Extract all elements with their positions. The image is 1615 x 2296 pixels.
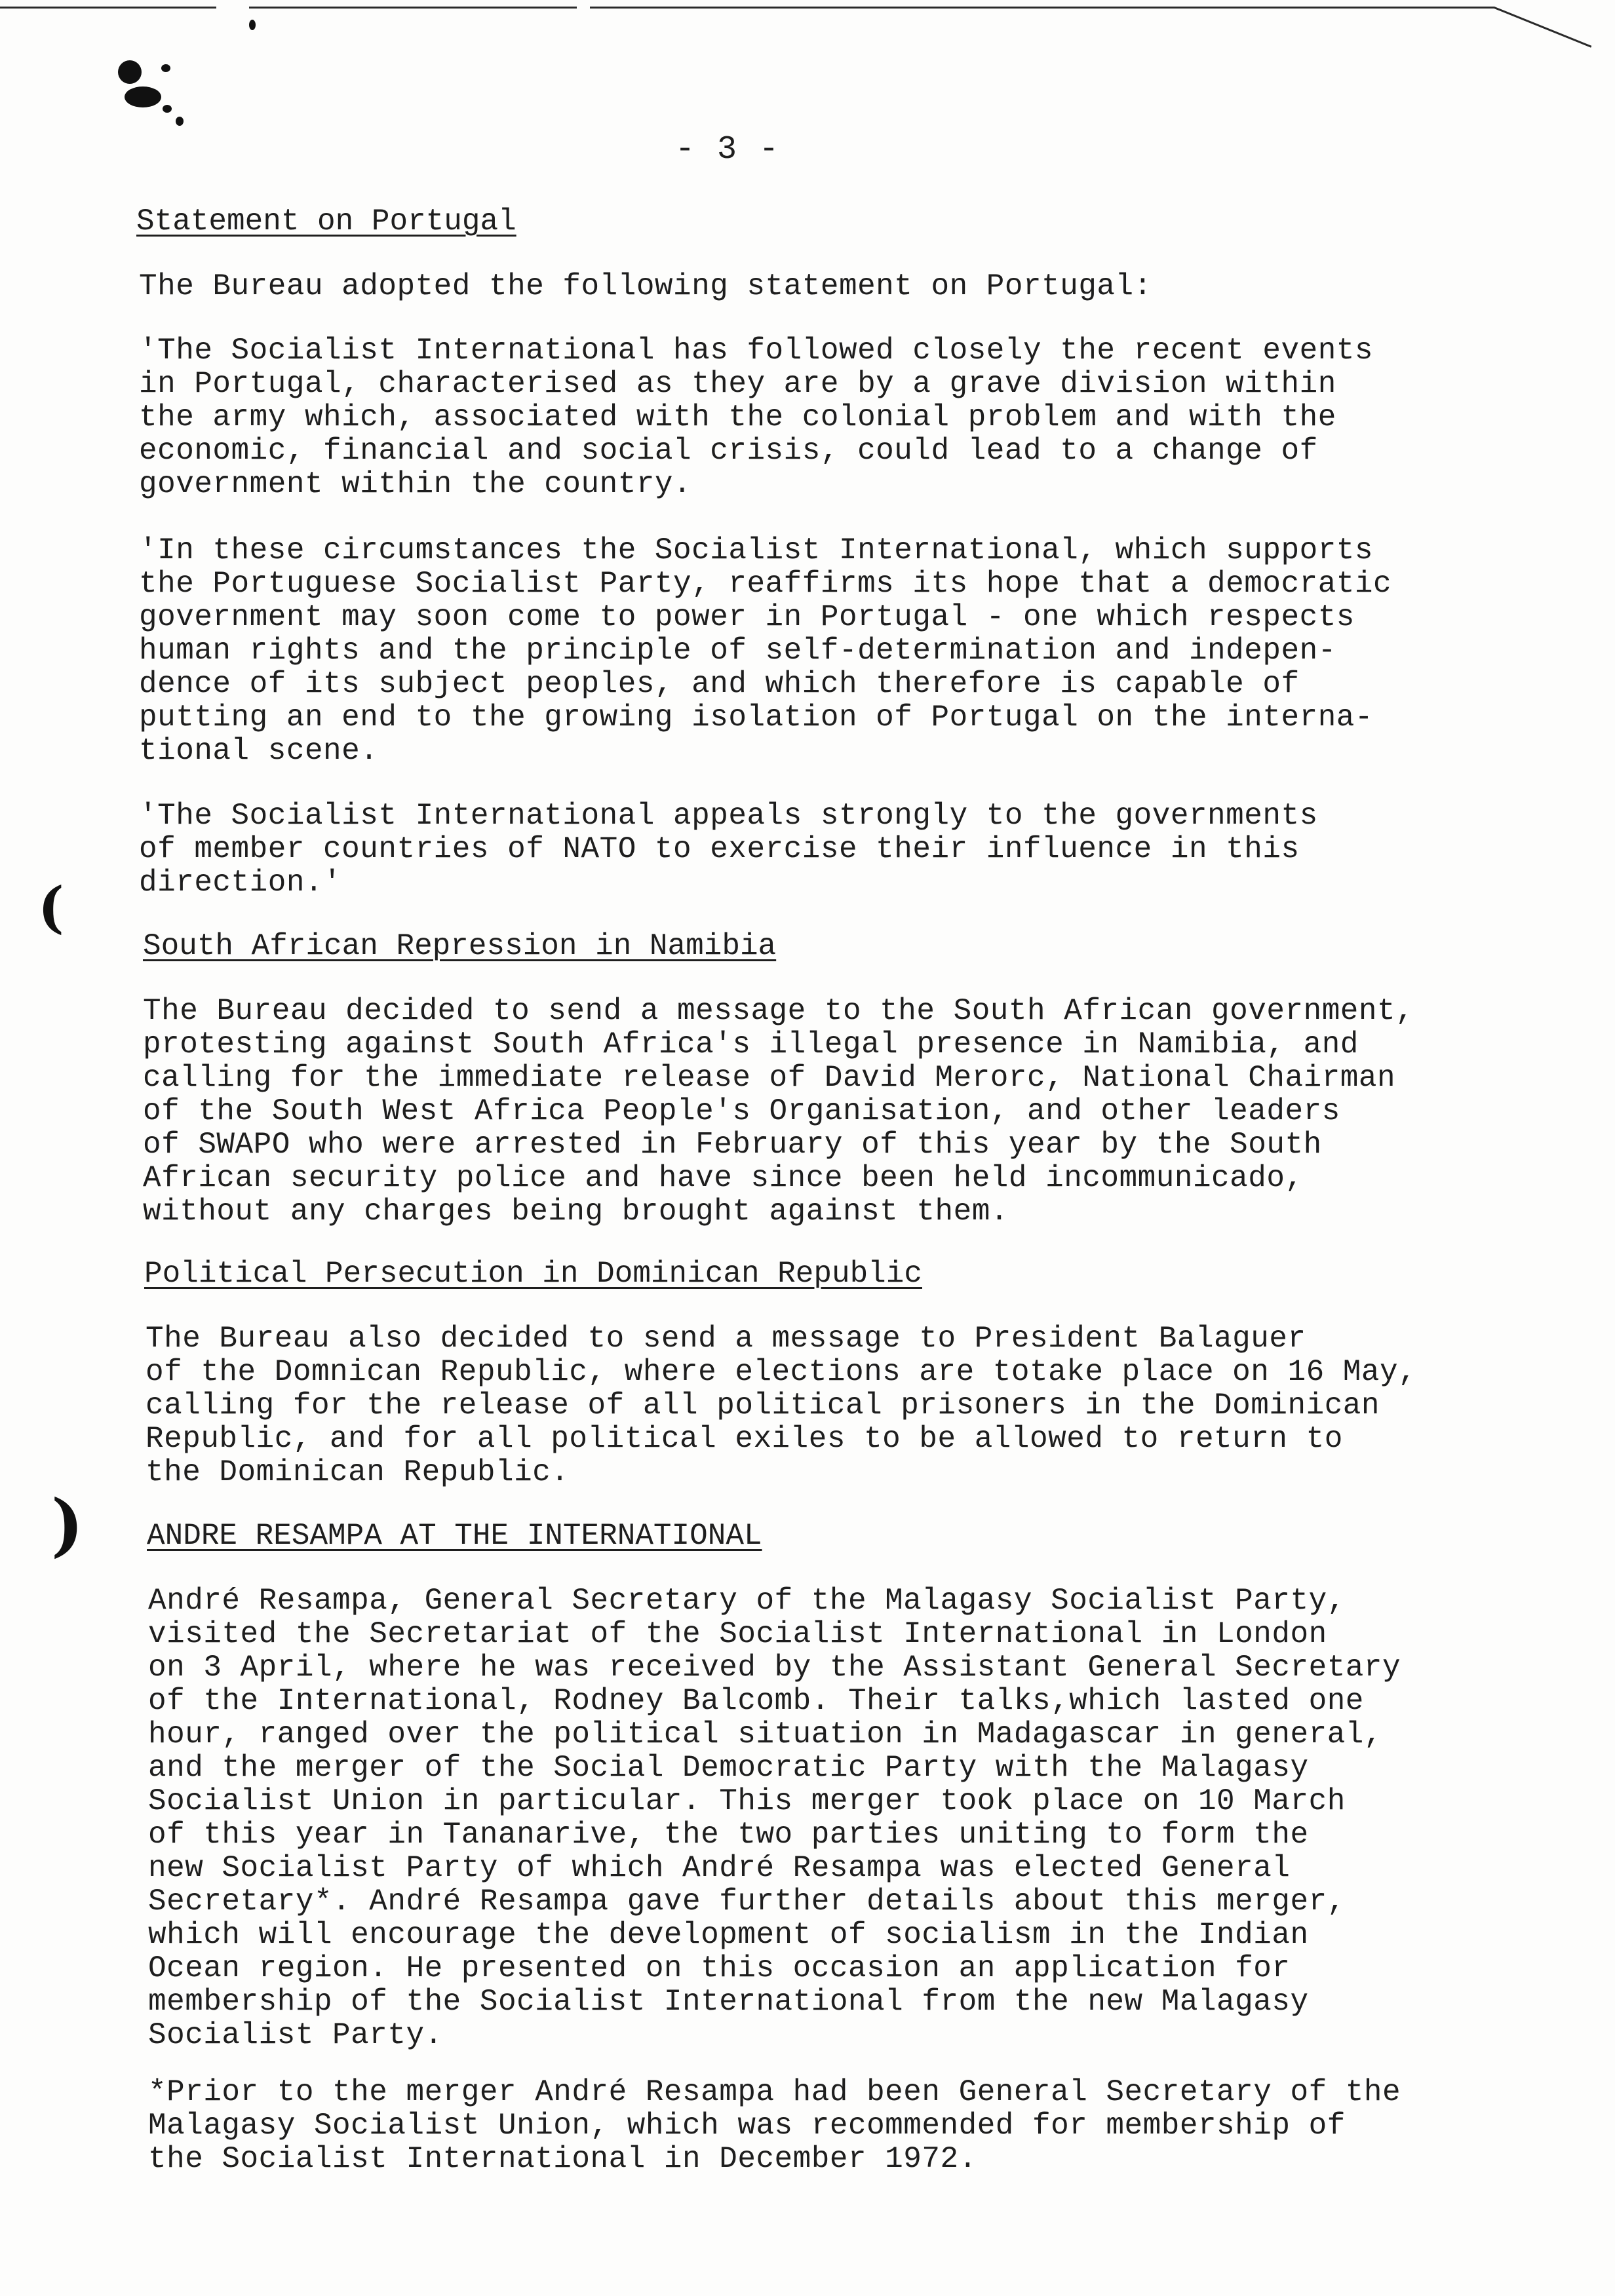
footnote — [148, 2076, 1401, 2176]
text-line: African security police and have since been held incommunicado, — [143, 1161, 1304, 1195]
ink-blot — [161, 64, 170, 72]
paragraph — [139, 799, 1318, 900]
text-line: Republic, and for all political exiles to be allowed to return to — [146, 1422, 1343, 1456]
text-line: protesting against South Africa's illegal presence in Namibia, and — [143, 1027, 1359, 1062]
text-line: which will encourage the development of socialism in the Indian — [148, 1918, 1309, 1952]
text-line: membership of the Socialist International from the new Malagasy — [148, 1985, 1309, 2019]
text-line: Ocean region. He presented on this occasion an application for — [148, 1951, 1291, 1985]
text-line: the Dominican Republic. — [146, 1455, 570, 1489]
text-line: of the International, Rodney Balcomb. Their talks,which lasted one — [148, 1684, 1364, 1718]
text-line: The Bureau adopted the following statement on Portugal: — [139, 269, 1152, 303]
text-line: *Prior to the merger André Resampa had been General Secretary of the — [148, 2075, 1401, 2109]
paragraph — [146, 1322, 1416, 1489]
ink-blot — [249, 20, 256, 30]
text-line: hour, ranged over the political situation in Madagascar in general, — [148, 1717, 1383, 1751]
text-line: 'The Socialist International has followed closely the recent events — [139, 334, 1374, 368]
text-line: André Resampa, General Secretary of the Malagasy Socialist Party, — [148, 1584, 1346, 1618]
paragraph — [143, 995, 1414, 1229]
text-line: visited the Secretariat of the Socialist International in London — [148, 1617, 1327, 1651]
text-line: 'The Socialist International appeals strongly to the governments — [139, 799, 1318, 833]
page-number: - 3 - — [675, 131, 781, 168]
text-line: the Socialist International in December 1972. — [148, 2142, 977, 2176]
section-heading-dominican-republic: Political Persecution in Dominican Republic — [144, 1257, 922, 1291]
ink-blot — [176, 117, 184, 126]
text-line: and the merger of the Social Democratic Party with the Malagasy — [148, 1751, 1309, 1785]
text-line: The Bureau decided to send a message to the South African government, — [143, 994, 1414, 1028]
section-heading-namibia: South African Repression in Namibia — [143, 929, 777, 963]
top-rule — [249, 7, 577, 9]
ink-blot — [163, 105, 172, 113]
paragraph — [139, 534, 1391, 768]
text-line: the army which, associated with the colonial problem and with the — [139, 400, 1336, 434]
text-line: new Socialist Party of which André Resampa was elected General — [148, 1851, 1291, 1885]
text-line: dence of its subject peoples, and which therefore is capable of — [139, 667, 1300, 701]
top-rule — [590, 7, 1494, 9]
text-line: Socialist Union in particular. This merger took place on 10 March — [148, 1784, 1346, 1818]
text-line: tional scene. — [139, 734, 379, 768]
text-line: 'In these circumstances the Socialist International, which supports — [139, 533, 1374, 567]
ink-blot — [118, 60, 142, 84]
text-line: putting an end to the growing isolation of Portugal on the interna- — [139, 700, 1374, 735]
text-line: calling for the release of all political prisoners in the Dominican — [146, 1388, 1380, 1423]
text-line: of this year in Tananarive, the two parties uniting to form the — [148, 1818, 1309, 1852]
top-rule — [0, 7, 216, 9]
text-line: Malagasy Socialist Union, which was recommended for membership of — [148, 2109, 1346, 2143]
text-line: government within the country. — [139, 467, 692, 501]
text-line: The Bureau also decided to send a message to President Balaguer — [146, 1322, 1306, 1356]
paragraph — [148, 1584, 1401, 2052]
text-line: Secretary*. André Resampa gave further details about this merger, — [148, 1885, 1346, 1919]
section-heading-andre-resampa: ANDRE RESAMPA AT THE INTERNATIONAL — [147, 1519, 762, 1553]
text-line: of member countries of NATO to exercise their influence in this — [139, 832, 1300, 866]
text-line: on 3 April, where he was received by the Assistant General Secretary — [148, 1651, 1401, 1685]
ink-blot — [125, 86, 161, 107]
margin-parenthesis-right: ) — [51, 1484, 84, 1565]
margin-parenthesis-left: ( — [38, 875, 64, 940]
corner-stroke — [1494, 7, 1591, 48]
paragraph — [139, 334, 1373, 501]
paragraph — [139, 270, 1152, 303]
text-line: human rights and the principle of self-determination and indepen- — [139, 634, 1336, 668]
text-line: of the Domnican Republic, where elections are totake place on 16 May, — [146, 1355, 1417, 1389]
text-line: the Portuguese Socialist Party, reaffirms its hope that a democratic — [139, 567, 1392, 601]
text-line: in Portugal, characterised as they are by a grave division within — [139, 367, 1336, 401]
text-line: government may soon come to power in Portugal - one which respects — [139, 600, 1355, 634]
text-line: without any charges being brought against them. — [143, 1195, 1009, 1229]
section-heading-portugal: Statement on Portugal — [136, 204, 516, 239]
text-line: direction.' — [139, 866, 342, 900]
text-line: economic, financial and social crisis, could lead to a change of — [139, 434, 1318, 468]
text-line: of SWAPO who were arrested in February of this year by the South — [143, 1128, 1322, 1162]
text-line: Socialist Party. — [148, 2018, 443, 2052]
text-line: calling for the immediate release of David Merorc, National Chairman — [143, 1061, 1396, 1095]
text-line: of the South West Africa People's Organisation, and other leaders — [143, 1094, 1340, 1128]
